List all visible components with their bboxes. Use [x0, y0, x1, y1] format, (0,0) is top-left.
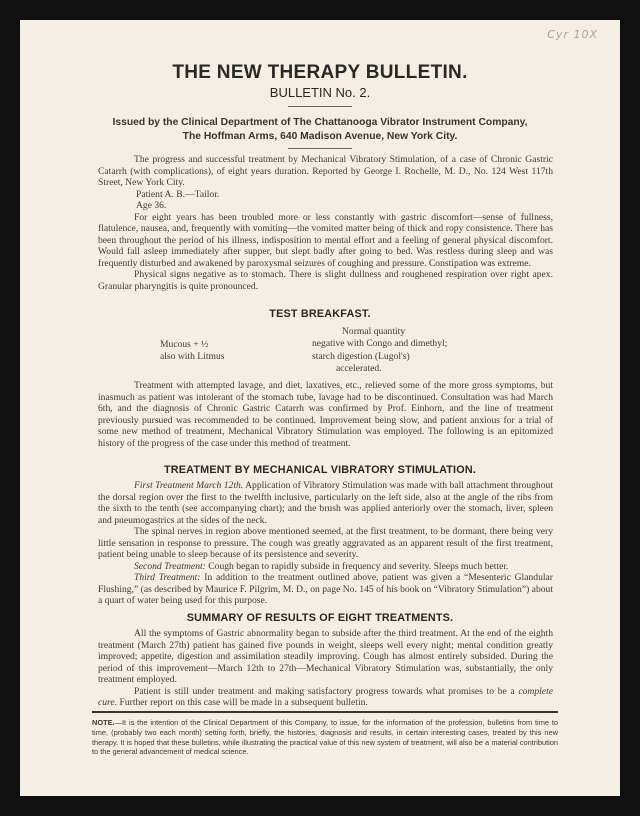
- first-treatment-text: Application of Vibratory Stimulation was made with ball attachment throughout the dorsal region over the first to the twelfth inclusive, particularly on the left side, also at the angle of the ribs from the sixth to the tenth (see accompanying chart); and the brush was applied anteriorly over the stomach, liver, spleen and pneumogastrics at the sides of the neck.: [98, 480, 553, 526]
- title-divider: [288, 106, 352, 107]
- case-introduction: [98, 154, 553, 292]
- starch-line: starch digestion (Lugol's): [312, 350, 410, 362]
- third-treatment-text: In addition to the treatment outlined above, patient was given a “Mesenteric Glandular Flushing,” (as described by Maurice F. Pilgrim, M. D., on page No. 145 of his book on “Vibratory Stimulation”) about a quart of water being used for this purpose.: [98, 572, 553, 606]
- bulletin-page: [20, 20, 620, 796]
- issuer-block: [20, 116, 620, 144]
- complete-cure-text: complete cure.: [98, 685, 553, 708]
- treatment-intro-paragraph: Treatment with attempted lavage, and diet, laxatives, etc., relieved some of the more gross symptoms, but inasmuch as patient was intolerant of the stomach tube, lavage had to be discontinued. Consultation was had March 6th, and the diagnosis of Chronic Gastric Catarrh was confirmed by Prof. Einhorn, and the line of treatment previously pursued was recommended to be continued. Improvement being slow, and patient anxious for a trial of some new method of treatment, Mechanical Vibratory Stimulation was employed. The following is an epitomized history of the progress of the case under this method of treatment.: [98, 380, 553, 449]
- test-breakfast-heading: TEST BREAKFAST.: [269, 308, 371, 320]
- issuer-divider: [288, 148, 352, 149]
- patient-line: Patient A. B.—Tailor.: [136, 188, 220, 200]
- congo-line: negative with Congo and dimethyl;: [312, 338, 448, 350]
- first-treatment-label: First Treatment March 12th.: [134, 480, 244, 491]
- test-breakfast-left: [160, 339, 225, 363]
- second-treatment-paragraph: [98, 561, 553, 573]
- summary-paragraph: All the symptoms of Gastric abnormality began to subside after the third treatment. At the end of the eighth treatment (March 27th) patient has gained five pounds in weight, sleeps well every night; mental condition greatly improved; appetite, digestion and assimilation steadily improving. Cough has almost entirely subsided. During the period of this improvement—March 12th to 27th—Mechanical Vibratory Stimulation was, substantially, the only treatment employed.: [98, 628, 553, 685]
- litmus-line: also with Litmus: [160, 351, 225, 362]
- normal-quantity-line: Normal quantity: [342, 326, 406, 337]
- age-line: Age 36.: [136, 200, 167, 211]
- accelerated-line: accelerated.: [336, 362, 382, 374]
- bulletin-number: BULLETIN No. 2.: [269, 85, 371, 100]
- status-text-start: Patient is still under treatment and making satisfactory progress towards what promises to be a: [134, 685, 515, 697]
- note-text: —It is the intention of the Clinical Department of this Company, to issue, for the information of the profession, bulletins from time to time, (probably two each month) setting forth, briefly, the histories, diagnosis and results, in certain interesting cases, treated by this new therapy. It is hoped that these bulletins, while illustrating the practical value of this new system of treatment, will also be a material contribution to the general advancement of medical science.: [92, 718, 558, 757]
- spinal-nerves-paragraph: The spinal nerves in region above mentioned seemed, at the first treatment, to be dormant, there being very little sensation in response to pressure. The cough was greatly aggravated as an apparent result of the first treatment, patient being unable to sleep because of its persistence and severity.: [98, 526, 553, 560]
- note-block: [92, 718, 558, 757]
- mucous-line: Mucous + ½: [160, 339, 209, 350]
- summary-section: [98, 628, 553, 709]
- third-treatment-paragraph: [98, 572, 553, 607]
- issuer-line: Issued by the Clinical Department of The Chattanooga Vibrator Instrument Company,: [112, 117, 528, 128]
- case-summary-paragraph: The progress and successful treatment by Mechanical Vibratory Stimulation, of a case of Chronic Gastric Catarrh (with complications), of eight years duration. Reported by George I. Rochelle, M. D., No. 124 West 117th Street, New York City.: [98, 154, 553, 188]
- issuer-address: The Hoffman Arms, 640 Madison Avenue, New York City.: [182, 131, 458, 142]
- history-paragraph: For eight years has been troubled more or less constantly with gastric discomfort—sense of fullness, flatulence, nausea, and, frequently with vomiting—the vomited matter being of thick and ropy consistence. There has been throughout the period of his illness, indisposition to mental effort and a feeling of general physical discomfort. Would fall asleep immediately after supper, but slept badly after going to bed. Was restless during sleep and was frequently disturbed and awakened by paroxysmal seizures of coughing and pressure. Constipation was extreme.: [98, 211, 553, 269]
- second-treatment-text: Cough began to rapidly subside in frequency and severity. Sleeps much better.: [208, 560, 509, 572]
- note-label: NOTE.: [92, 718, 115, 727]
- treatment-heading: TREATMENT BY MECHANICAL VIBRATORY STIMULATION.: [163, 464, 477, 476]
- test-breakfast-right: [312, 326, 447, 375]
- third-treatment-label: Third Treatment:: [134, 572, 201, 583]
- status-paragraph: [98, 686, 553, 709]
- treatment-intro: [98, 380, 553, 449]
- physical-signs-paragraph: Physical signs negative as to stomach. There is slight dullness and roughened respiration over right apex. Granular pharyngitis is quite pronounced.: [98, 269, 553, 292]
- status-text-end: Further report on this case will be made in a subsequent bulletin.: [119, 697, 368, 708]
- first-treatment-paragraph: [98, 480, 553, 526]
- note-divider: [92, 711, 558, 713]
- archive-mark: Cyr 10X: [547, 28, 598, 41]
- bulletin-title: THE NEW THERAPY BULLETIN.: [172, 62, 468, 83]
- summary-heading: SUMMARY OF RESULTS OF EIGHT TREATMENTS.: [186, 612, 454, 624]
- second-treatment-label: Second Treatment:: [134, 560, 206, 572]
- treatment-section: [98, 480, 553, 607]
